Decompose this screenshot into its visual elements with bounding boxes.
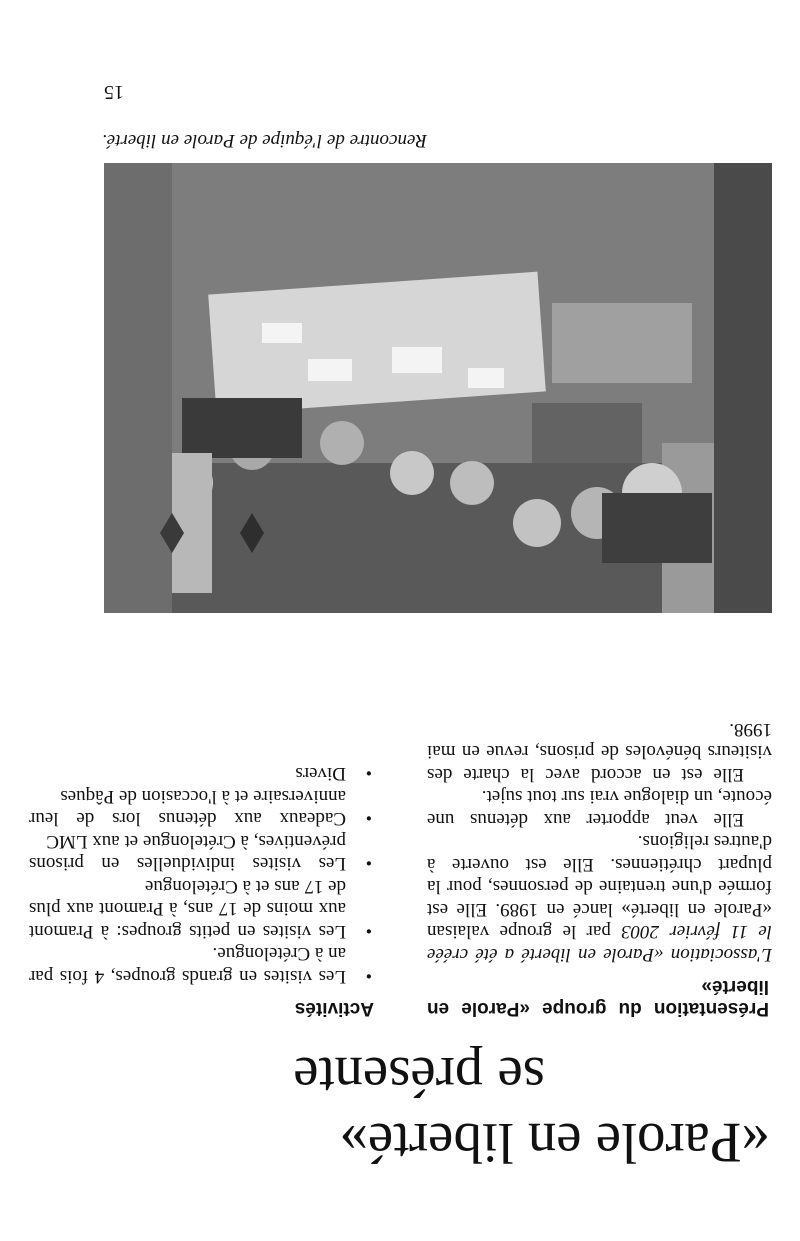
list-item: • Cadeaux aux détenus lors de leur anniversaire et à l'occasion de Pâques bbox=[29, 785, 374, 830]
activities-heading: Activités bbox=[294, 998, 374, 1019]
list-item: • Les visites en grands groupes, 4 fois par an à Crételongue. bbox=[29, 942, 374, 987]
presentation-paragraph-3: Elle est en accord avec la charte des visiteurs bénévoles de prisons, revue en mai 1998. bbox=[427, 719, 772, 785]
page-number: 15 bbox=[104, 81, 124, 103]
presentation-paragraph-2: Elle veut apporter aux détenus une écoute, un dialogue vrai sur tout sujet. bbox=[427, 786, 772, 830]
group-photo bbox=[104, 163, 772, 613]
activities-list bbox=[29, 762, 374, 987]
list-item: • Les visites en petits groupes: à Pramont aux moins de 17 ans, à Pramont aux plus de 17 ans et à Crételongue bbox=[29, 875, 374, 943]
presentation-heading: Présentation du groupe «Parole en liberté» bbox=[427, 976, 769, 1019]
list-item: • Divers bbox=[29, 762, 374, 785]
title-line-1: «Parole en liberté» bbox=[339, 1111, 770, 1174]
group-photo-image bbox=[104, 163, 772, 613]
intro-italic: L'association «Parole en liberté a été créée le 11 février 2003 bbox=[427, 921, 772, 965]
presentation-column bbox=[427, 718, 772, 1020]
presentation-intro bbox=[427, 830, 772, 965]
list-item: • Les visites individuelles en prisons préventives, à Crételongue et aux LMC bbox=[29, 830, 374, 875]
title-line-2: se présente bbox=[293, 1045, 545, 1108]
page-title bbox=[10, 1043, 770, 1175]
activities-column bbox=[29, 762, 374, 1019]
photo-caption: Rencontre de l'équipe de Parole en liberté. bbox=[102, 130, 428, 151]
intro-rest: par le groupe valaisan «Parole en liberté» lancé en 1989. Elle est formée d'une trentaine de personnes, pour la plupart chrétiennes. Elle est ouverte à d'autres religions. bbox=[426, 831, 772, 943]
